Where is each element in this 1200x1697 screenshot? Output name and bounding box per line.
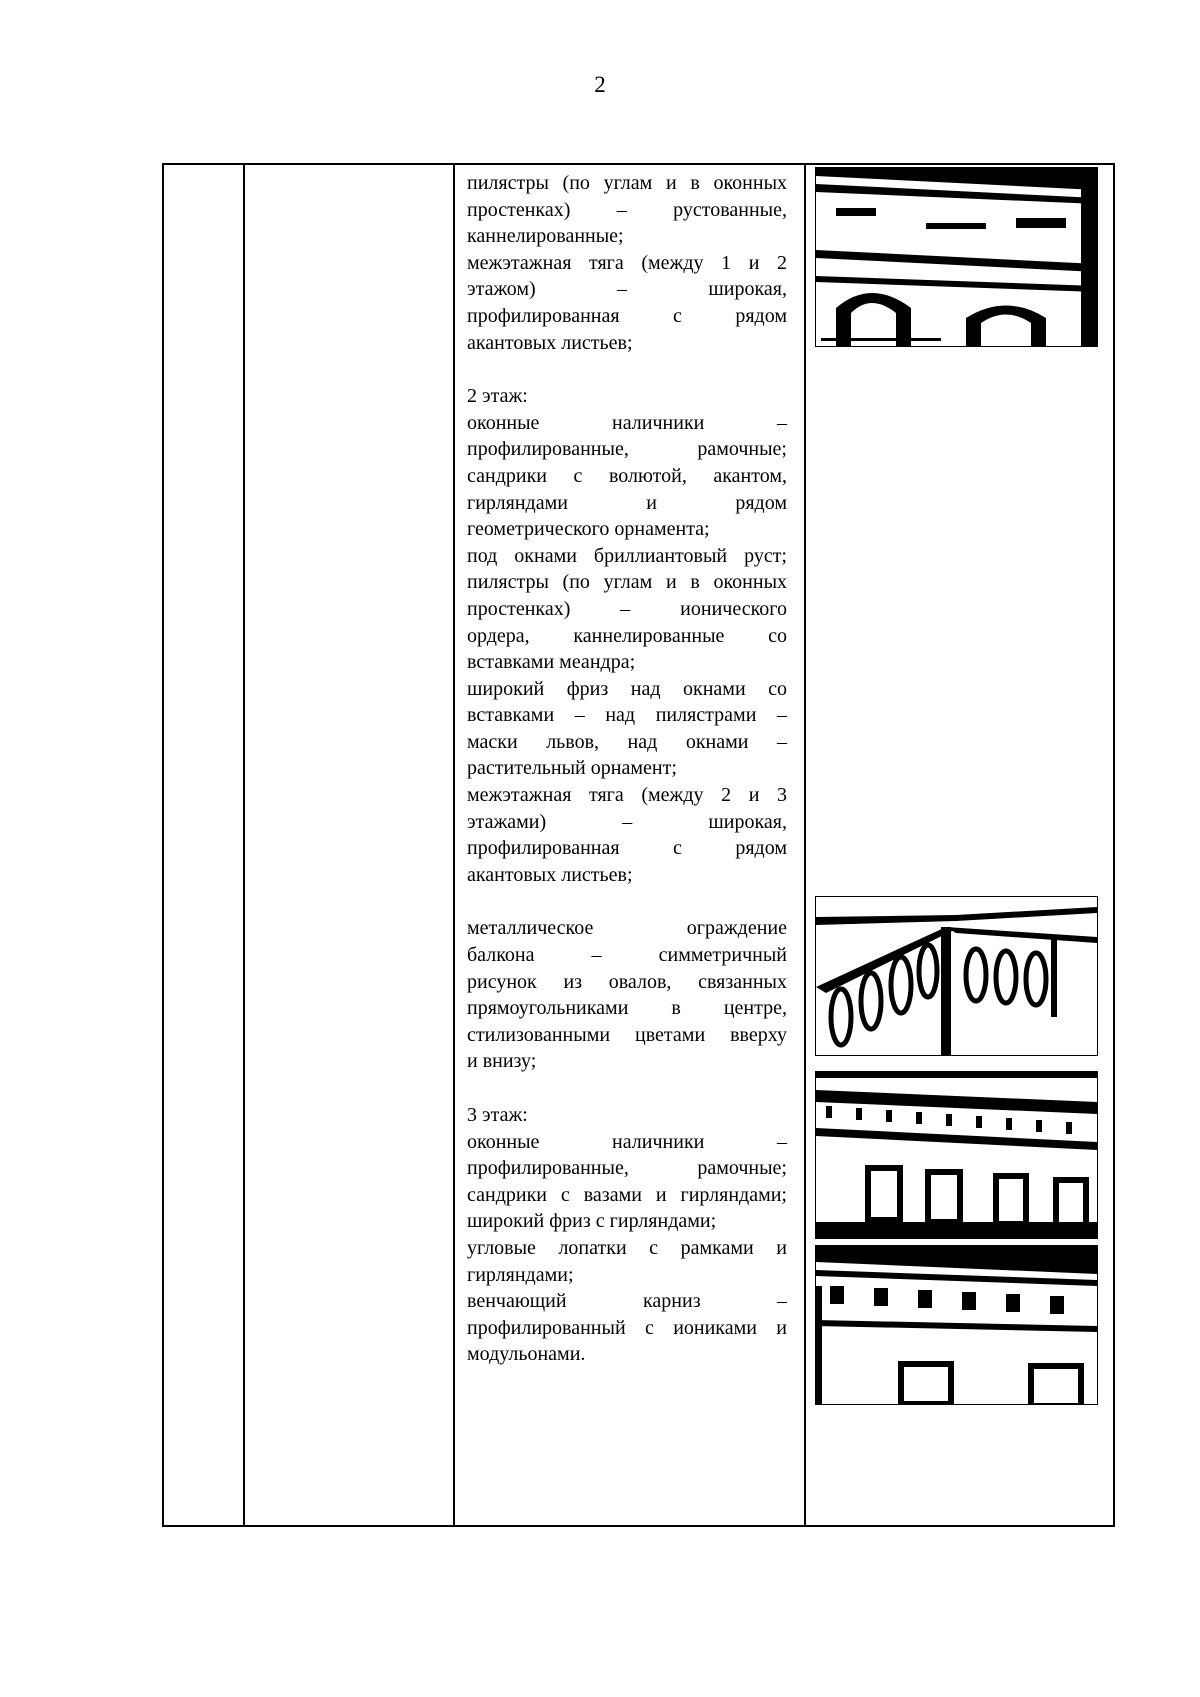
text-line: профилированный с иониками и <box>467 1316 787 1339</box>
text-line: межэтажная тяга (между 1 и 2 <box>467 251 787 274</box>
text-line: оконные наличники – <box>467 1130 787 1153</box>
text-line: модульонами. <box>467 1343 586 1366</box>
text-line: 3 этаж: <box>467 1104 528 1126</box>
text-line: маски львов, над окнами – <box>467 730 787 753</box>
text-line: угловые лопатки с рамками и <box>467 1236 787 1259</box>
text-line: венчающий карниз – <box>467 1290 787 1313</box>
text-line: растительный орнамент; <box>467 757 677 780</box>
text-line: и внизу; <box>467 1050 537 1073</box>
text-line: вставками – над пилястрами – <box>467 704 787 727</box>
text-line: этажами) – широкая, <box>467 810 787 833</box>
third-floor-windows-photo <box>815 1071 1098 1239</box>
text-line: простенках) – ионического <box>467 597 787 620</box>
text-line: профилированная с рядом <box>467 837 787 860</box>
text-line: сандрики с волютой, акантом, <box>467 464 787 487</box>
balcony-railing-photo <box>815 896 1098 1056</box>
text-line: под окнами бриллиантовый руст; <box>467 544 787 567</box>
text-line: широкий фриз над окнами со <box>467 677 787 700</box>
text-line: профилированные, рамочные; <box>467 1157 787 1180</box>
description-column <box>467 165 787 1368</box>
column-divider-3 <box>804 165 806 1525</box>
text-line: металлическое ограждение <box>467 917 787 940</box>
second-floor-description <box>467 383 787 888</box>
text-line: рисунок из овалов, связанных <box>467 970 787 993</box>
text-line: простенках) – рустованные, <box>467 198 787 221</box>
text-line: сандрики с вазами и гирляндами; <box>467 1183 787 1206</box>
column-divider-2 <box>453 165 455 1525</box>
text-line: профилированные, рамочные; <box>467 438 787 461</box>
first-floor-continuation <box>467 170 787 356</box>
page-number: 2 <box>594 72 606 97</box>
column-divider-1 <box>243 165 245 1525</box>
facade-arches-photo <box>815 167 1098 347</box>
text-line: межэтажная тяга (между 2 и 3 <box>467 784 787 807</box>
text-line: 2 этаж: <box>467 385 528 408</box>
text-line: оконные наличники – <box>467 411 787 434</box>
text-line: широкий фриз с гирляндами; <box>467 1210 717 1233</box>
text-line: вставками меандра; <box>467 651 636 674</box>
text-line: пилястры (по углам и в оконных <box>467 571 787 594</box>
text-line: профилированная с рядом <box>467 304 787 327</box>
text-line: акантовых листьев; <box>467 331 633 354</box>
third-floor-description <box>467 1102 787 1368</box>
text-line: ордера, каннелированные со <box>467 624 787 647</box>
text-line: гирляндами; <box>467 1263 574 1286</box>
balcony-railing-description <box>467 915 787 1075</box>
description-table <box>162 163 1115 1527</box>
text-line: геометрического орнамента; <box>467 518 710 541</box>
text-line: акантовых листьев; <box>467 863 633 886</box>
text-line: этажом) – широкая, <box>467 278 787 301</box>
text-line: гирляндами и рядом <box>467 491 787 514</box>
text-line: прямоугольниками в центре, <box>467 997 787 1020</box>
text-line: стилизованными цветами вверху <box>467 1023 787 1046</box>
crowning-cornice-photo <box>815 1245 1098 1405</box>
text-line: балкона – симметричный <box>467 944 787 967</box>
text-line: каннелированные; <box>467 225 624 248</box>
text-line: пилястры (по углам и в оконных <box>467 172 787 194</box>
